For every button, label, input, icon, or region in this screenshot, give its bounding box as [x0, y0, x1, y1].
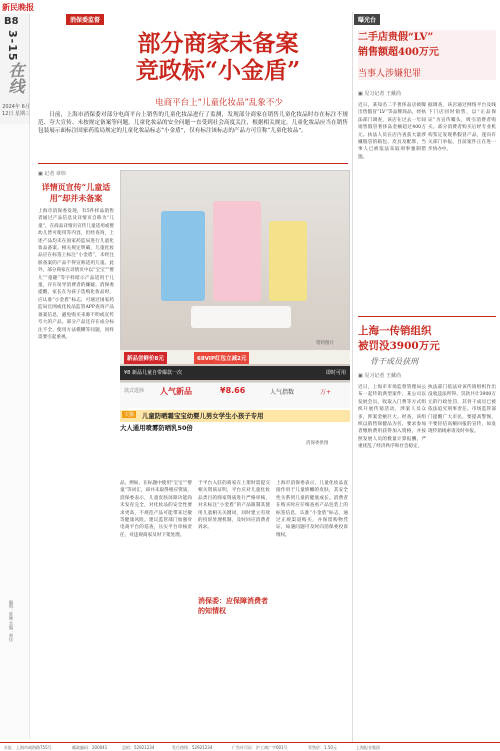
- right-headline-2-line-1: 上海一传销组织: [358, 325, 432, 337]
- popularity-label: 人气指数: [270, 389, 295, 396]
- footer-post: 邮政编码：200041: [72, 745, 108, 750]
- product-title-banner: [120, 408, 350, 438]
- article-column-2: 品，例如，在标题中使用“宝宝”“婴童”等词汇，却并未取得相应资质，消保委表示，儿童皮肤屏障功能尚未发育完全，对化妆品的安全性要求更高，不规范产品可能带来过敏等健康风险。建议监管部门加强对电商平台的巡查，压实平台审核责任，对违规商家及时下架处理。: [120, 481, 192, 538]
- product-base: [191, 306, 291, 328]
- headline-line-1: 部分商家未备案: [137, 30, 299, 57]
- article-column-1: 上海市消保委发现，有5件样品销售者通过产品信息及详情页自称为“儿童”，在商品详情页宣传儿童适用或婴幼儿皆可使用等内容，但经查询，上述产品均未在国家药监局进行儿童化妆品备案。相关规定明确，儿童化妆品应在标签上标注“小金盾”，未经注册备案的产品不得宣称适用儿童。此外，部分商家在详情页中以“宝宝”“婴儿”“童趣”等字样暗示产品适用于儿童，存在误导消费者的嫌疑。消保委提醒，家长在为孩子选购化妆品时，应认准“小金盾”标志，可通过国家药监局官网或化妆品监管APP查询产品备案信息，避免购买来源不明或宣传夸大的产品。部分产品还存在成分标注不全、使用方法模糊等问题，同样需要引起重视。: [38, 209, 114, 340]
- photo-caption: 资料图片: [316, 341, 334, 346]
- style-select-label: 款式选择: [124, 388, 145, 394]
- byline: [38, 170, 66, 177]
- right-divider: [358, 316, 496, 317]
- right-column-c: 近日，上海市市场监督管理局公布一起传销典型案件，某公司以发展会员、收取入门费等方式组织开展传销活动，涉案人员众多，涉案金额巨大。经查，该组织以销售保健品为名，要求参加者缴纳费用获得加入资格，并按照发展人员的数量计算报酬，严重扰乱了经济秩序和社会稳定。: [358, 385, 426, 450]
- popularity-value: 万+: [320, 389, 332, 396]
- main-headline[interactable]: [88, 30, 348, 84]
- right-headline-1-line-2: 销售额超400万元: [358, 47, 439, 58]
- reporter-icon: ▣: [358, 373, 365, 379]
- issue-date: 2024年 6月12日 星期三: [2, 104, 30, 117]
- page-number: B8: [4, 16, 19, 27]
- right-column-a: 近日，某知名二手奢侈品店被曝出售假冒“LV”等品牌商品，经执法部门调查，该店在过去一年间销售假冒奢侈品金额超过400万元。执法人员在店内查获大量涉嫌假冒的箱包、皮具及配饰，当事人已被依法采取刑事强制措施。: [358, 103, 426, 160]
- promo-status: 即时可用: [325, 370, 346, 376]
- page-footer: [0, 742, 500, 751]
- right-headline-1-line-1: 二手店贵假“LV”: [358, 32, 434, 43]
- byline-text: 记者 章炜: [44, 171, 66, 177]
- editor-credit: 编辑：陈颖 美编：黄佳: [9, 600, 14, 642]
- headline-line-2: 竞政标“小金盾”: [135, 57, 301, 84]
- section-name: 在线: [6, 62, 25, 94]
- price-banner: [120, 350, 350, 364]
- promo-bar: [120, 366, 350, 380]
- tmall-tag: 天猫: [124, 412, 135, 418]
- article-midhead: 消保委：应保障消费者的知情权: [198, 596, 268, 615]
- price-chip-new: 新品尝鲜价8元: [124, 352, 167, 364]
- right-subheadline-2: 骨干成员获刑: [370, 357, 418, 366]
- footer-phone-dist: 发行热线：52921234: [172, 745, 213, 750]
- product-bottle-pink: [213, 201, 261, 301]
- right-column-b: 据调查，该店通过网络平台及线下门店同时销售，以“正品保证”为宣传噱头，吸引消费者购买。部分消费者购买后经专业机构鉴定发现系假冒产品，遂向有关部门举报。目前案件正在进一步侦办中。: [428, 103, 496, 153]
- footer-price: 零售价：1.50元: [308, 745, 337, 750]
- footer-address: 社址：上海市威海路755号: [4, 745, 52, 750]
- section-tab-consumer: 消保委监督: [66, 14, 104, 25]
- price-value: ¥8.66: [220, 386, 246, 395]
- date-vertical: 3-15: [6, 30, 19, 62]
- product-title-line-2: 大人通用喷雾防晒乳50倍: [120, 424, 193, 432]
- newspaper-logo: 新民晚报: [2, 3, 34, 12]
- product-title-line-1: [120, 410, 350, 422]
- section-tab-expose: 曝光台: [354, 14, 380, 25]
- image-credit: 消保委供图: [306, 441, 329, 446]
- right-column-d: 执法部门依法对该传销组织作出没收违法所得、罚款共计3900万元的行政处罚，其骨干成员已被依法追究刑事责任。市场监管部门提醒广大市民，要提高警惕，不要轻信高额回报的宣传，如发现传销线索请及时举报。: [428, 385, 496, 435]
- lead-paragraph: 日前，上海市消保委对部分电商平台上销售的儿童化妆品进行了监测，发现部分商家在销售儿童化妆品时存在标注不规范、夸大宣传、未按规定备案等问题。儿童化妆品的安全问题一直受到社会高度关注，根据相关规定，儿童化妆品应当在销售包装展示面标注国家药监局规定的儿童化妆品标志“小金盾”，仅有标注该标志的产品方可宣称“儿童化妆品”。: [38, 112, 348, 135]
- product-bottle-blue: [161, 211, 205, 301]
- right-byline-1: [358, 90, 401, 97]
- product-bottle-yellow: [269, 221, 307, 301]
- right-byline-1-text: 见习记者 王戴尚: [364, 91, 401, 97]
- price-chip-vip: 68VIP红包立减2元: [194, 352, 249, 364]
- right-headline-2-line-2: 被罚没3900万元: [358, 340, 440, 352]
- footer-publisher: 上海报业集团: [356, 745, 380, 750]
- footer-ad-license: 广告许可证：沪工商广字001号: [232, 745, 288, 750]
- lead-divider: [38, 163, 348, 164]
- article-subhead: 详情页宣传“儿童适用”却并未备案: [41, 182, 111, 203]
- reporter-icon: ▣: [358, 91, 365, 97]
- article-column-4: 上海市消保委表示，儿童化妆品直接作用于儿童娇嫩的皮肤，其安全性关系到儿童的健康成长。消费者在购买时应仔细查看产品包装上的标签信息，认准“小金盾”标志，通过正规渠道购买，并保留购物凭证，如遇问题可及时向消保委投诉维权。: [276, 481, 348, 538]
- right-subheadline-1: 当事人涉嫌犯罪: [358, 69, 422, 79]
- footer-phone: 总机：52921234: [122, 745, 155, 750]
- right-byline-2-text: 见习记者 王戴尚: [364, 373, 401, 379]
- right-headline-2[interactable]: [358, 324, 496, 354]
- right-byline-2: [358, 372, 401, 379]
- column-divider: [352, 12, 353, 742]
- article-column-3: 于平台入驻的商家在上架时需提交相关资质证明，平台应对儿童化妆品类目的商家资质进行严格审核，对未标注“小金盾”的产品限制其使用儿童相关关键词，同时建立有效的投诉处理机制，及时回应消费者诉求。: [198, 481, 270, 531]
- product-title-text-1: 儿童防晒霜宝宝幼婴儿男女学生小孩子专用: [142, 412, 264, 420]
- main-subheadline: 电商平台上“儿童化妆品”乱象不少: [155, 98, 283, 108]
- promo-text: ¥8 新品儿童自带爆款一次: [124, 370, 182, 376]
- left-margin-strip: [0, 124, 30, 739]
- popular-label: 人气新品: [160, 387, 192, 396]
- product-info-bar: [120, 382, 350, 408]
- reporter-icon: ▣: [38, 171, 45, 177]
